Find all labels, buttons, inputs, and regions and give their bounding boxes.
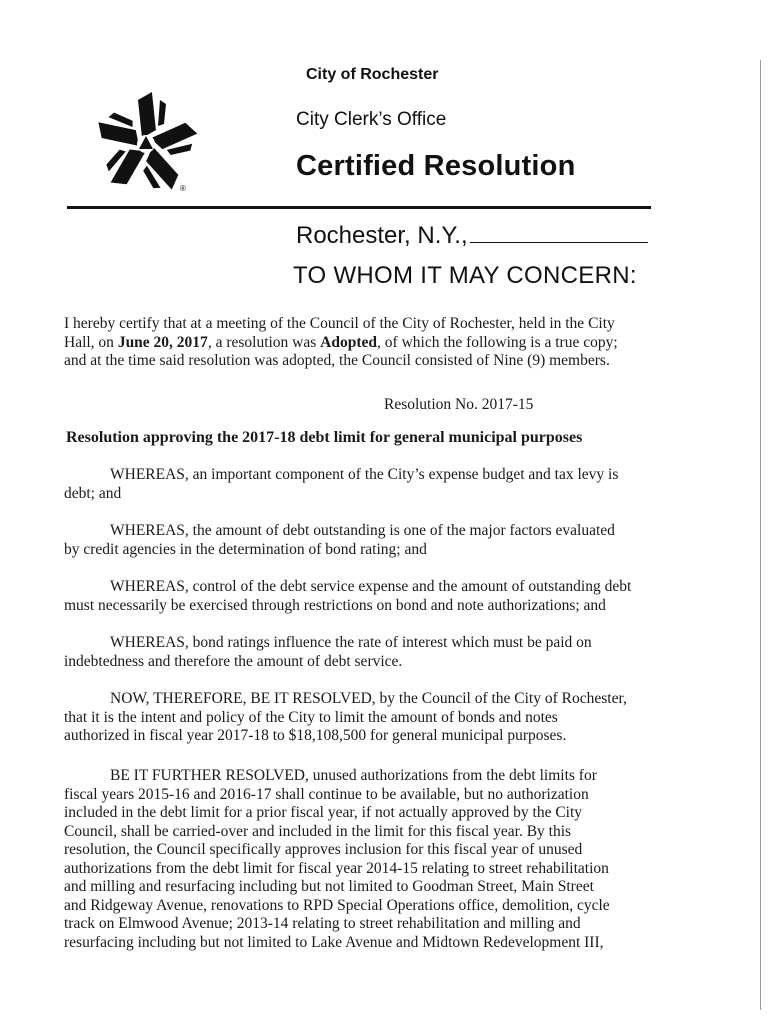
cert-mid-text: , a resolution was [207, 333, 321, 351]
whereas-line: debt; and [64, 484, 122, 502]
further-line: included in the debt limit for a prior fiscal year, if not actually approved by the City [64, 804, 583, 821]
whereas-line: WHEREAS, the amount of debt outstanding is one of the major factors evaluated [110, 522, 615, 539]
whereas-line: WHEREAS, an important component of the City’s expense budget and tax levy is [110, 466, 619, 483]
resolution-title: Resolution approving the 2017-18 debt limit for general municipal purposes [66, 429, 583, 446]
further-resolved-clause [64, 767, 704, 952]
whereas-clause [64, 578, 704, 615]
registered-mark: ® [180, 184, 186, 193]
cert-hall-text: Hall, on [64, 333, 118, 351]
rochester-flower-logo-icon [86, 88, 206, 198]
cert-line-2 [64, 334, 704, 353]
whereas-clause [64, 634, 704, 671]
further-line: and milling and resurfacing including but not limited to Goodman Street, Main Street [64, 878, 594, 895]
further-line: and Ridgeway Avenue, renovations to RPD Special Operations office, demolition, cycle [64, 896, 610, 914]
whereas-clause [64, 466, 704, 503]
cert-line-1: I hereby certify that at a meeting of the Council of the City of Rochester, held in the City [64, 315, 615, 332]
resolution-status: Adopted [320, 333, 378, 351]
whereas-line: WHEREAS, control of the debt service expense and the amount of outstanding debt [110, 578, 632, 595]
office-name: City Clerk’s Office [296, 109, 447, 130]
salutation: TO WHOM IT MAY CONCERN: [293, 262, 637, 289]
further-line: BE IT FURTHER RESOLVED, unused authorizations from the debt limits for [110, 767, 597, 784]
meeting-date: June 20, 2017 [117, 333, 208, 351]
cert-line-3: and at the time said resolution was adopted, the Council consisted of Nine (9) members. [64, 352, 610, 369]
resolution-number: Resolution No. 2017-15 [384, 396, 534, 413]
further-line: Council, shall be carried-over and included in the limit for this fiscal year. By this [64, 822, 572, 840]
further-line: resolution, the Council specifically approves inclusion for this fiscal year of unused [64, 841, 583, 858]
certification-paragraph [64, 315, 704, 371]
further-line: authorizations from the debt limit for fiscal year 2014-15 relating to street rehabilitation [64, 859, 609, 877]
whereas-clause [64, 522, 704, 559]
date-blank-line [470, 220, 648, 243]
whereas-line: must necessarily be exercised through restrictions on bond and note authorizations; and [64, 596, 606, 614]
further-line: fiscal years 2015-16 and 2016-17 shall continue to be available, but no authorization [64, 785, 589, 803]
city-name: City of Rochester [306, 66, 439, 83]
further-line: resurfacing including but not limited to Lake Avenue and Midtown Redevelopment III, [64, 933, 604, 951]
whereas-line: WHEREAS, bond ratings influence the rate of interest which must be paid on [110, 634, 592, 651]
resolved-line: authorized in fiscal year 2017-18 to $18,108,500 for general municipal purposes. [64, 727, 567, 744]
resolved-clause [64, 690, 704, 746]
location-date-line [296, 220, 648, 250]
resolved-line: NOW, THEREFORE, BE IT RESOLVED, by the Council of the City of Rochester, [110, 690, 627, 707]
further-line: track on Elmwood Avenue; 2013-14 relating to street rehabilitation and milling and [64, 915, 581, 932]
header-divider [67, 206, 651, 209]
whereas-line: by credit agencies in the determination of bond rating; and [64, 540, 427, 558]
whereas-line: indebtedness and therefore the amount of debt service. [64, 652, 403, 670]
location-label: Rochester, N.Y., [296, 222, 468, 249]
resolved-line: that it is the intent and policy of the City to limit the amount of bonds and notes [64, 708, 558, 726]
document-title: Certified Resolution [296, 150, 576, 182]
cert-end-text: , of which the following is a true copy; [377, 333, 618, 351]
scan-edge-line [760, 60, 761, 1010]
